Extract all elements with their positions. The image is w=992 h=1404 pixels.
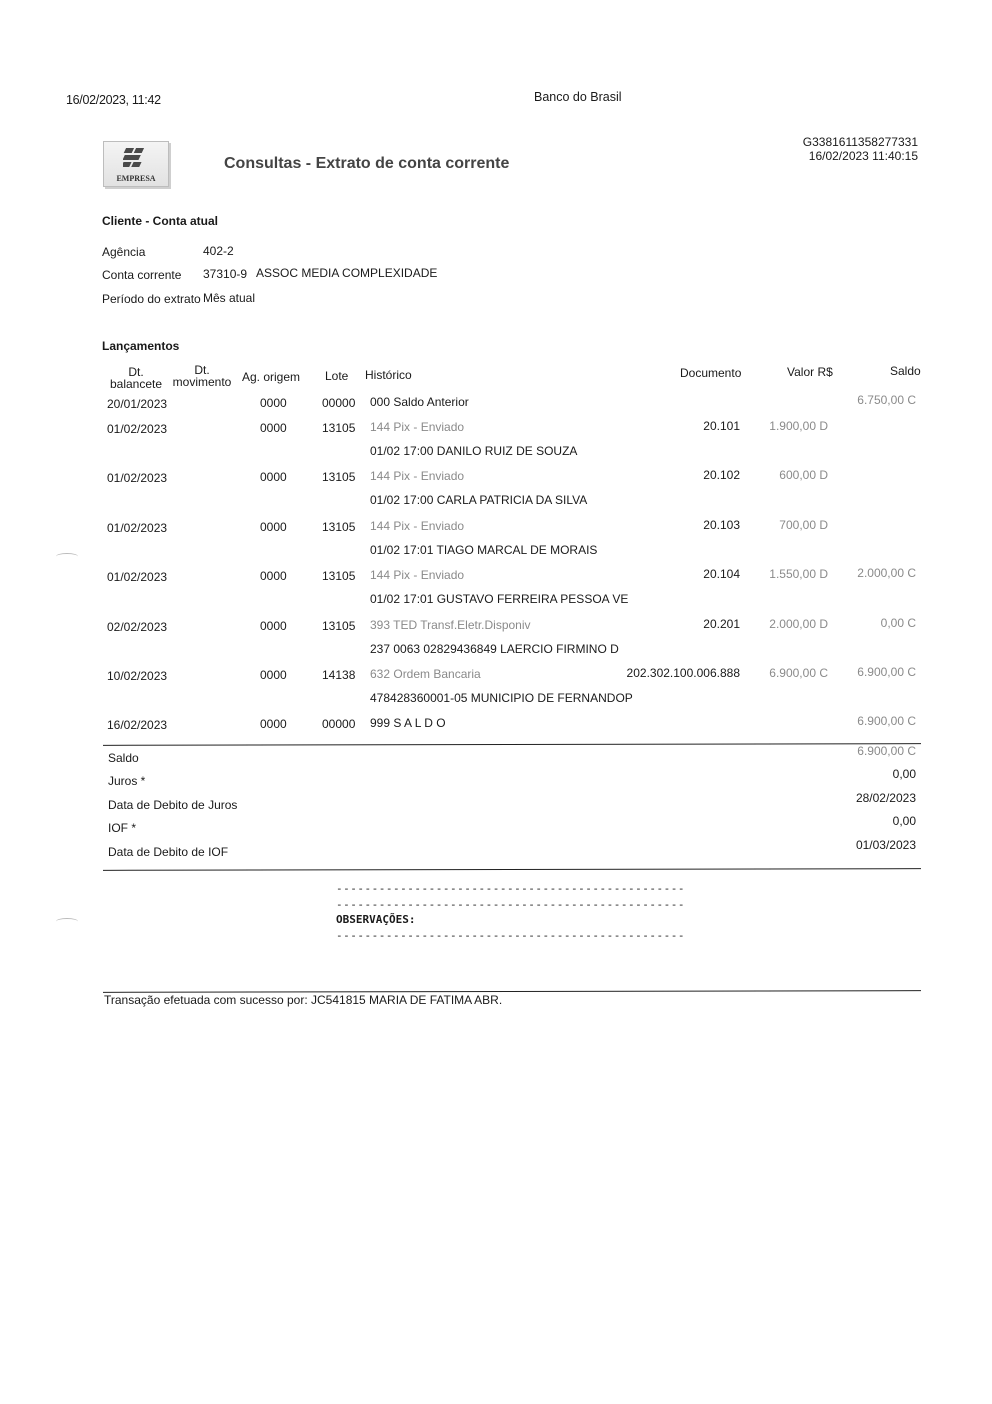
summary-label: Saldo — [108, 751, 139, 765]
row-date: 10/02/2023 — [107, 669, 168, 683]
row-detail: 01/02 17:01 TIAGO MARCAL DE MORAIS — [370, 543, 598, 557]
agency-label: Agência — [102, 245, 146, 259]
summary-value: 01/03/2023 — [855, 838, 916, 852]
document-datetime: 16/02/2023 11:40:15 — [808, 149, 918, 163]
row-lote: 13105 — [322, 619, 356, 633]
client-section-title: Cliente - Conta atual — [102, 214, 219, 228]
col-lote: Lote — [325, 369, 349, 383]
row-ag: 0000 — [260, 470, 287, 484]
row-saldo: 6.750,00 C — [857, 393, 916, 407]
row-date: 20/01/2023 — [107, 397, 168, 411]
summary-value: 0,00 — [892, 767, 916, 781]
col-dt-balancete-line1: Dt. — [128, 365, 144, 379]
row-valor: 600,00 D — [779, 468, 828, 482]
row-lote: 13105 — [322, 421, 356, 435]
row-lote: 13105 — [322, 520, 356, 534]
row-historico: 000 Saldo Anterior — [370, 395, 469, 409]
row-ag: 0000 — [260, 668, 287, 682]
col-dt-movimento-line2: movimento — [172, 375, 232, 389]
row-date: 01/02/2023 — [107, 521, 168, 535]
col-valor: Valor R$ — [787, 365, 833, 379]
bank-logo — [103, 141, 169, 187]
summary-label: Data de Debito de Juros — [108, 798, 238, 812]
page-title: Consultas - Extrato de conta corrente — [224, 155, 510, 172]
summary-label: Data de Debito de IOF — [108, 845, 229, 859]
dash-line-1: ------------------------------------------------- — [336, 882, 686, 895]
col-documento: Documento — [680, 366, 742, 380]
row-valor: 1.900,00 D — [769, 419, 828, 433]
row-date: 02/02/2023 — [107, 620, 168, 634]
row-detail: 237 0063 02829436849 LAERCIO FIRMINO D — [370, 642, 619, 656]
row-documento: 20.103 — [703, 518, 740, 532]
agency-value: 402-2 — [203, 244, 234, 258]
row-date: 01/02/2023 — [107, 471, 168, 485]
row-saldo: 2.000,00 C — [857, 566, 916, 580]
row-historico: 632 Ordem Bancaria — [370, 667, 481, 681]
dash-line-2: ------------------------------------------------- — [336, 898, 686, 911]
col-dt-balancete-line2: balancete — [109, 377, 163, 391]
scan-mark — [56, 918, 78, 925]
footer-text: Transação efetuada com sucesso por: JC541815 MARIA DE FATIMA ABR. — [104, 993, 503, 1007]
row-saldo: 6.900,00 C — [857, 714, 916, 728]
bank-name: Banco do Brasil — [534, 90, 622, 104]
row-documento: 20.101 — [703, 419, 740, 433]
col-dt-movimento — [170, 364, 234, 388]
document-code: G3381611358277331 — [802, 135, 918, 149]
row-date: 01/02/2023 — [107, 422, 168, 436]
entries-section-title: Lançamentos — [102, 339, 180, 353]
summary-label: IOF * — [108, 821, 137, 835]
divider-bottom — [103, 868, 921, 871]
account-name: ASSOC MEDIA COMPLEXIDADE — [256, 266, 438, 280]
row-date: 16/02/2023 — [107, 718, 168, 732]
document-code-block — [803, 135, 918, 163]
col-dt-movimento-line1: Dt. — [194, 363, 210, 377]
row-ag: 0000 — [260, 421, 287, 435]
row-saldo: 0,00 C — [880, 616, 916, 630]
row-valor: 6.900,00 C — [769, 666, 828, 680]
row-documento: 20.104 — [703, 567, 740, 581]
col-historico: Histórico — [365, 368, 412, 382]
col-ag-origem: Ag. origem — [242, 370, 301, 384]
row-lote: 13105 — [322, 470, 356, 484]
row-historico: 999 S A L D O — [370, 716, 446, 730]
row-historico: 144 Pix - Enviado — [370, 519, 465, 533]
row-historico: 144 Pix - Enviado — [370, 469, 465, 483]
row-detail: 01/02 17:01 GUSTAVO FERREIRA PESSOA VE — [370, 592, 629, 606]
logo-label: EMPRESA — [116, 174, 156, 183]
row-historico: 393 TED Transf.Eletr.Disponiv — [370, 618, 531, 632]
bb-logo-icon — [123, 146, 149, 170]
row-valor: 2.000,00 D — [769, 617, 828, 631]
summary-label: Juros * — [108, 774, 146, 788]
summary-value: 28/02/2023 — [855, 791, 916, 805]
row-detail: 01/02 17:00 CARLA PATRICIA DA SILVA — [370, 493, 588, 507]
row-ag: 0000 — [260, 619, 287, 633]
row-ag: 0000 — [260, 569, 287, 583]
summary-value: 0,00 — [892, 814, 916, 828]
row-documento: 20.201 — [703, 617, 740, 631]
row-ag: 0000 — [260, 717, 287, 731]
row-valor: 700,00 D — [779, 518, 828, 532]
row-lote: 00000 — [322, 396, 356, 410]
period-value: Mês atual — [203, 291, 256, 305]
row-documento: 202.302.100.006.888 — [626, 666, 740, 680]
row-historico: 144 Pix - Enviado — [370, 568, 465, 582]
scan-mark — [56, 553, 78, 560]
row-valor: 1.550,00 D — [769, 567, 828, 581]
row-lote: 13105 — [322, 569, 356, 583]
account-label: Conta corrente — [102, 268, 182, 282]
summary-value: 6.900,00 C — [857, 744, 916, 758]
col-saldo: Saldo — [890, 364, 921, 378]
row-detail: 478428360001-05 MUNICIPIO DE FERNANDOP — [370, 691, 633, 705]
row-saldo: 6.900,00 C — [857, 665, 916, 679]
row-documento: 20.102 — [703, 468, 740, 482]
row-ag: 0000 — [260, 396, 287, 410]
row-ag: 0000 — [260, 520, 287, 534]
row-detail: 01/02 17:00 DANILO RUIZ DE SOUZA — [370, 444, 578, 458]
row-lote: 00000 — [322, 717, 356, 731]
account-value: 37310-9 — [203, 267, 248, 281]
row-lote: 14138 — [322, 668, 356, 682]
dash-line-3: ------------------------------------------------- — [336, 929, 686, 942]
col-dt-balancete — [106, 366, 166, 390]
print-datetime: 16/02/2023, 11:42 — [66, 93, 161, 107]
row-historico: 144 Pix - Enviado — [370, 420, 465, 434]
row-date: 01/02/2023 — [107, 570, 168, 584]
period-label: Período do extrato — [102, 292, 201, 306]
observations-label: OBSERVAÇÕES: — [336, 913, 416, 926]
